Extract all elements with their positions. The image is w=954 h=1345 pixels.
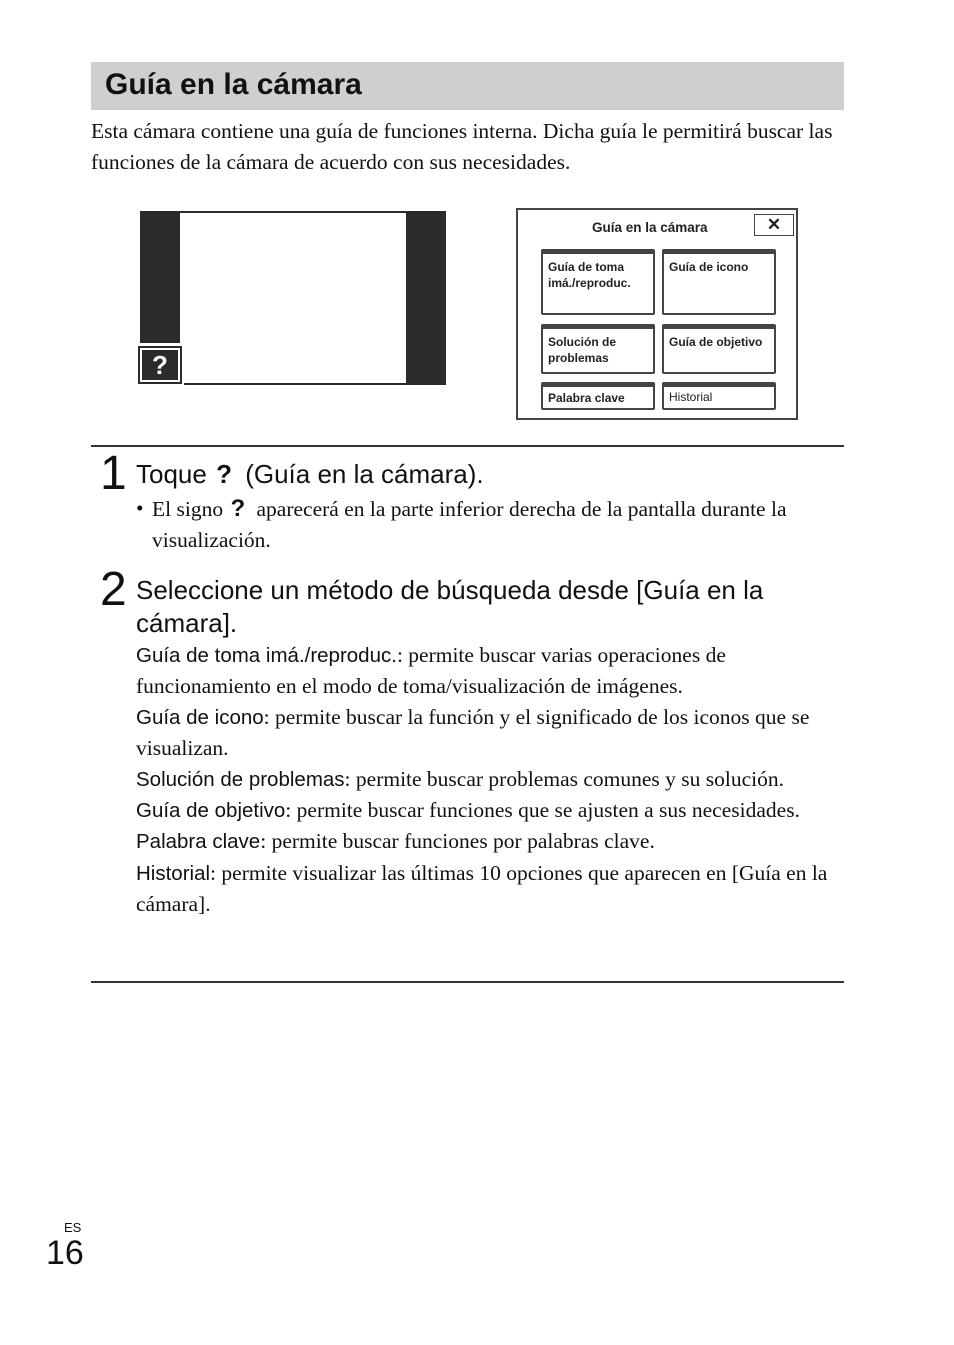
desc-term: Historial xyxy=(136,861,211,885)
help-symbol: ? xyxy=(142,350,178,380)
step-1-note-before: El signo xyxy=(152,497,224,521)
section-heading-bar xyxy=(91,62,844,110)
intro-paragraph: Esta cámara contiene una guía de funciones interna. Dicha guía le permitirá buscar las funciones de la cámara de acuerdo con sus necesidades. xyxy=(91,119,833,174)
page-number: 16 xyxy=(46,1234,84,1272)
bullet-marker: • xyxy=(136,496,144,520)
desc-term: Guía de icono xyxy=(136,705,264,729)
desc-text: : permite buscar funciones por palabras clave. xyxy=(260,829,655,854)
guide-option-problemas: Solución de problemas xyxy=(541,324,655,374)
help-button-icon xyxy=(138,346,182,384)
camera-screen-illustration xyxy=(138,211,446,385)
desc-term: Palabra clave xyxy=(136,830,261,854)
desc-text: : permite visualizar las últimas 10 opciones que aparecen en [Guía en la cámara]. xyxy=(136,860,828,917)
desc-term: Solución de problemas xyxy=(136,767,345,791)
help-icon: ? xyxy=(216,459,232,489)
desc-item xyxy=(136,702,841,764)
screen-bottom-edge xyxy=(184,383,446,385)
screen-right-bar xyxy=(406,211,446,385)
desc-item xyxy=(136,826,841,857)
step-2-heading: Seleccione un método de búsqueda desde [Guía en la cámara]. xyxy=(136,575,764,638)
desc-item xyxy=(136,640,841,702)
step-1-note xyxy=(136,493,841,556)
guide-menu-title: Guía en la cámara xyxy=(592,220,708,235)
desc-text: : permite buscar la función y el significado de los iconos que se visualizan. xyxy=(136,704,810,761)
guide-option-toma: Guía de toma imá./reproduc. xyxy=(541,249,655,315)
desc-item xyxy=(136,764,841,795)
step-1-label-before: Toque xyxy=(136,459,207,489)
desc-item xyxy=(136,858,841,920)
desc-term: Guía de objetivo xyxy=(136,799,286,823)
step-1-note-after: aparecerá en la parte inferior derecha de la pantalla durante la visualización. xyxy=(152,497,787,552)
desc-item xyxy=(136,795,841,826)
guide-option-icono: Guía de icono xyxy=(662,249,776,315)
bottom-divider xyxy=(91,981,844,983)
guide-option-historial: Historial xyxy=(662,382,776,410)
desc-text: : permite buscar funciones que se ajusten a sus necesidades. xyxy=(285,798,800,823)
screen-top-edge xyxy=(140,211,446,213)
desc-text: : permite buscar problemas comunes y su solución. xyxy=(344,766,785,791)
guide-option-palabra-clave: Palabra clave xyxy=(541,382,655,410)
language-code: ES xyxy=(64,1220,82,1235)
step-1-heading xyxy=(136,458,484,491)
screen-left-bar xyxy=(140,211,180,343)
top-divider xyxy=(91,445,844,447)
guide-menu-illustration xyxy=(516,208,798,420)
step-2-descriptions xyxy=(136,640,841,920)
step-2-number: 2 xyxy=(100,563,127,616)
step-1-number: 1 xyxy=(100,447,127,500)
close-icon: ✕ xyxy=(754,214,794,236)
help-icon: ? xyxy=(230,495,246,522)
section-title: Guía en la cámara xyxy=(105,68,362,101)
step-1-label-after: (Guía en la cámara). xyxy=(245,459,484,489)
guide-option-objetivo: Guía de objetivo xyxy=(662,324,776,374)
desc-text: : permite buscar varias operaciones de funcionamiento en el modo de toma/visualización de imágenes. xyxy=(136,643,726,699)
desc-term: Guía de toma imá./reproduc. xyxy=(136,644,397,667)
